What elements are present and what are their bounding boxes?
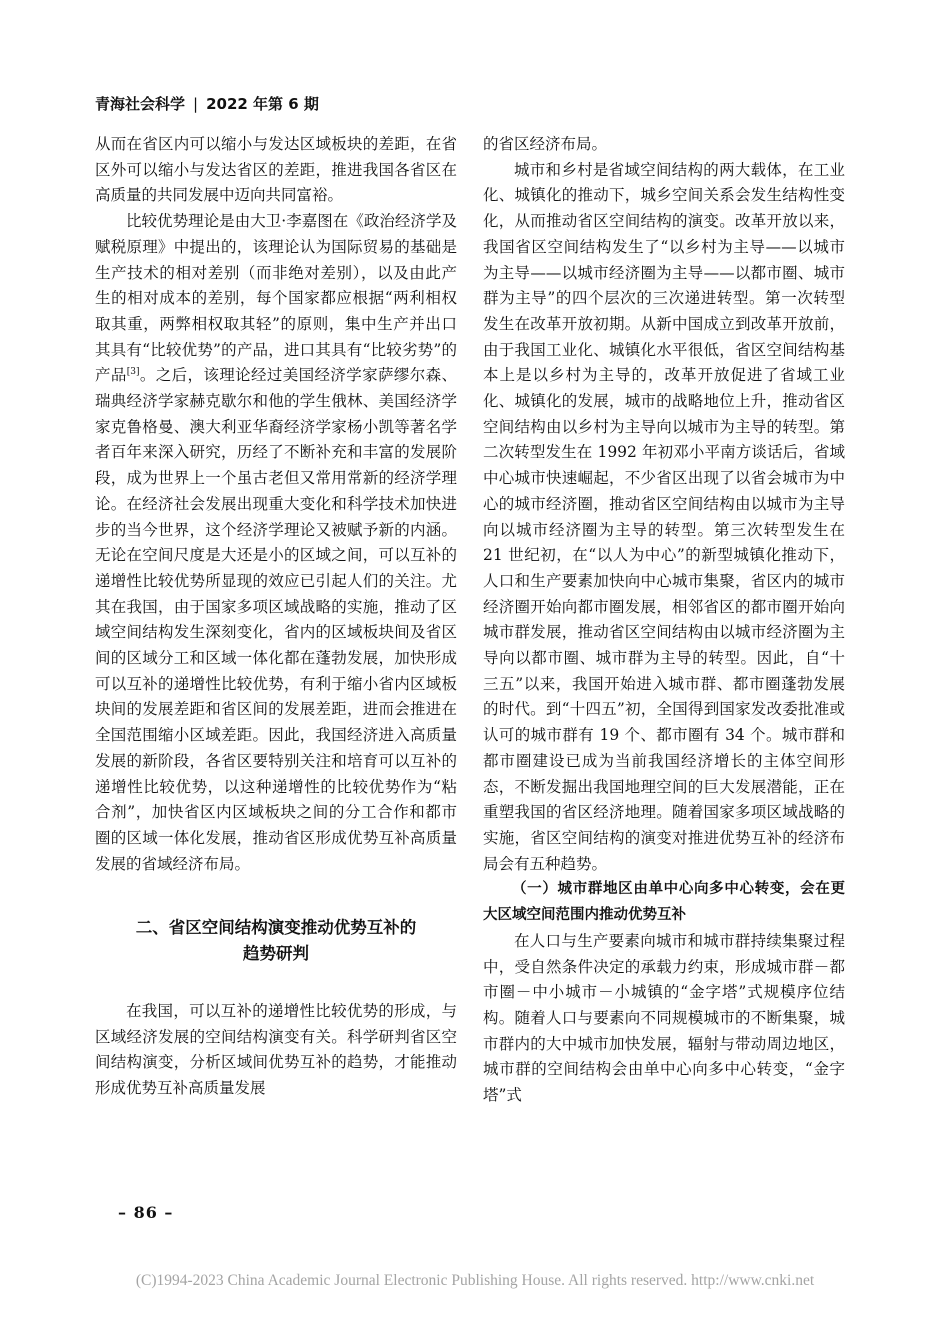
issue-label: 2022 年第 6 期	[206, 95, 319, 113]
header-separator: |	[193, 95, 199, 113]
paragraph: 在人口与生产要素向城市和城市群持续集聚过程中，受自然条件决定的承载力约束，形成城市群－都市圈－中小城市－小城镇的“金字塔”式规模序位结构。随着人口与要素向不同规模城市的不断集聚，城市群内的大中城市加快发展，辐射与带动周边地区，城市群的空间结构会由单中心向多中心转变，“金字塔”式	[483, 931, 845, 1105]
paragraph: 从而在省区内可以缩小与发达区域板块的差距，在省区外可以缩小与发达省区的差距，推进我国各省区在高质量的共同发展中迈向共同富裕。	[95, 135, 457, 205]
running-header	[95, 93, 319, 114]
citation-ref: [3]	[126, 367, 140, 378]
right-column	[483, 132, 845, 1109]
copyright-footer: (C)1994-2023 China Academic Journal Electronic Publishing House. All rights reserved. http://www.cnki.net	[135, 1272, 815, 1289]
paragraph	[95, 209, 457, 877]
paragraph: 城市和乡村是省域空间结构的两大载体，在工业化、城镇化的推动下，城乡空间关系会发生结构性变化，从而推动省区空间结构的演变。改革开放以来，我国省区空间结构发生了“以乡村为主导——以城市为主导——以城市经济圈为主导——以都市圈、城市群为主导”的四个层次的三次递进转型。第一次转型发生在改革开放初期。从新中国成立到改革开放前，由于我国工业化、城镇化水平很低，省区空间结构基本上是以乡村为主导的，改革开放促进了省域工业化、城镇化的发展，城市的战略地位上升，推动省区空间结构由以乡村为主导向以城市为主导的转型。第二次转型发生在 1992 年初邓小平南方谈话后，省域中心城市快速崛起，不少省区出现了以省会城市为中心的城市经济圈，推动省区空间结构由以城市为主导向以城市经济圈为主导的转型。第三次转型发生在 21 世纪初，在“以人为中心”的新型城镇化推动下，人口和生产要素加快向中心城市集聚，省区内的城市经济圈开始向都市圈发展，相邻省区的都市圈开始向城市群发展，推动省区空间结构由以城市经济圈为主导向以都市圈、城市群为主导的转型。因此，自“十三五”以来，我国开始进入城市群、都市圈蓬勃发展的时代。到“十四五”初，全国得到国家发改委批准或认可的城市群有 19 个、都市圈有 34 个。城市群和都市圈建设已成为当前我国经济增长的主体空间形态，不断发掘出我国地理空间的巨大发展潜能，正在重塑我国的省区经济地理。随着国家多项区域战略的实施，省区空间结构的演变对推进优势互补的经济布局会有五种趋势。	[483, 160, 845, 873]
subheading: （一）城市群地区由单中心向多中心转变，会在更大区域空间范围内推动优势互补	[483, 881, 845, 924]
paragraph-text: 。之后，该理论经过美国经济学家萨缪尔森、瑞典经济学家赫克歇尔和他的学生俄林、美国经济学家克鲁格曼、澳大利亚华裔经济学家杨小凯等著名学者百年来深入研究，历经了不断补充和丰富的发展阶段，成为世界上一个虽古老但又常用常新的经济学理论。在经济社会发展出现重大变化和科学技术加快进步的当今世界，这个经济学理论又被赋予新的内涵。无论在空间尺度是大还是小的区域之间，可以互补的递增性比较优势所显现的效应已引起人们的关注。尤其在我国，由于国家多项区域战略的实施，推动了区域空间结构发生深刻变化，省内的区域板块间及省区间的区域分工和区域一体化都在蓬勃发展，加快形成可以互补的递增性比较优势，有利于缩小省内区域板块间的发展差距和省区间的发展差距，进而会推进在全国范围缩小区域差距。因此，我国经济进入高质量发展的新阶段，各省区要特别关注和培育可以互补的递增性比较优势，以这种递增性的比较优势作为“粘合剂”，加快省区内区域板块之间的分工合作和都市圈的区域一体化发展，推动省区形成优势互补高质量发展的省域经济布局。	[95, 366, 457, 873]
journal-name: 青海社会科学	[95, 95, 186, 113]
left-column	[95, 132, 457, 1102]
section-title-line: 二、省区空间结构演变推动优势互补的	[135, 918, 417, 938]
paragraph-text: 比较优势理论是由大卫·李嘉图在《政治经济学及赋税原理》中提出的，该理论认为国际贸易的基础是生产技术的相对差别（而非绝对差别），以及由此产生的相对成本的差别，每个国家都应根据“两利相权取其重，两弊相权取其轻”的原则，集中生产并出口其具有“比较优势”的产品，进口其具有“比较劣势”的产品	[95, 212, 457, 385]
section-title	[95, 915, 457, 966]
paragraph: 的省区经济布局。	[483, 135, 608, 153]
paragraph: 在我国，可以互补的递增性比较优势的形成，与区域经济发展的空间结构演变有关。科学研判省区空间结构演变，分析区域间优势互补的趋势，才能推动形成优势互补高质量发展	[95, 1001, 457, 1097]
section-title-line: 趋势研判	[243, 944, 309, 964]
page-number: – 86 –	[118, 1203, 174, 1222]
